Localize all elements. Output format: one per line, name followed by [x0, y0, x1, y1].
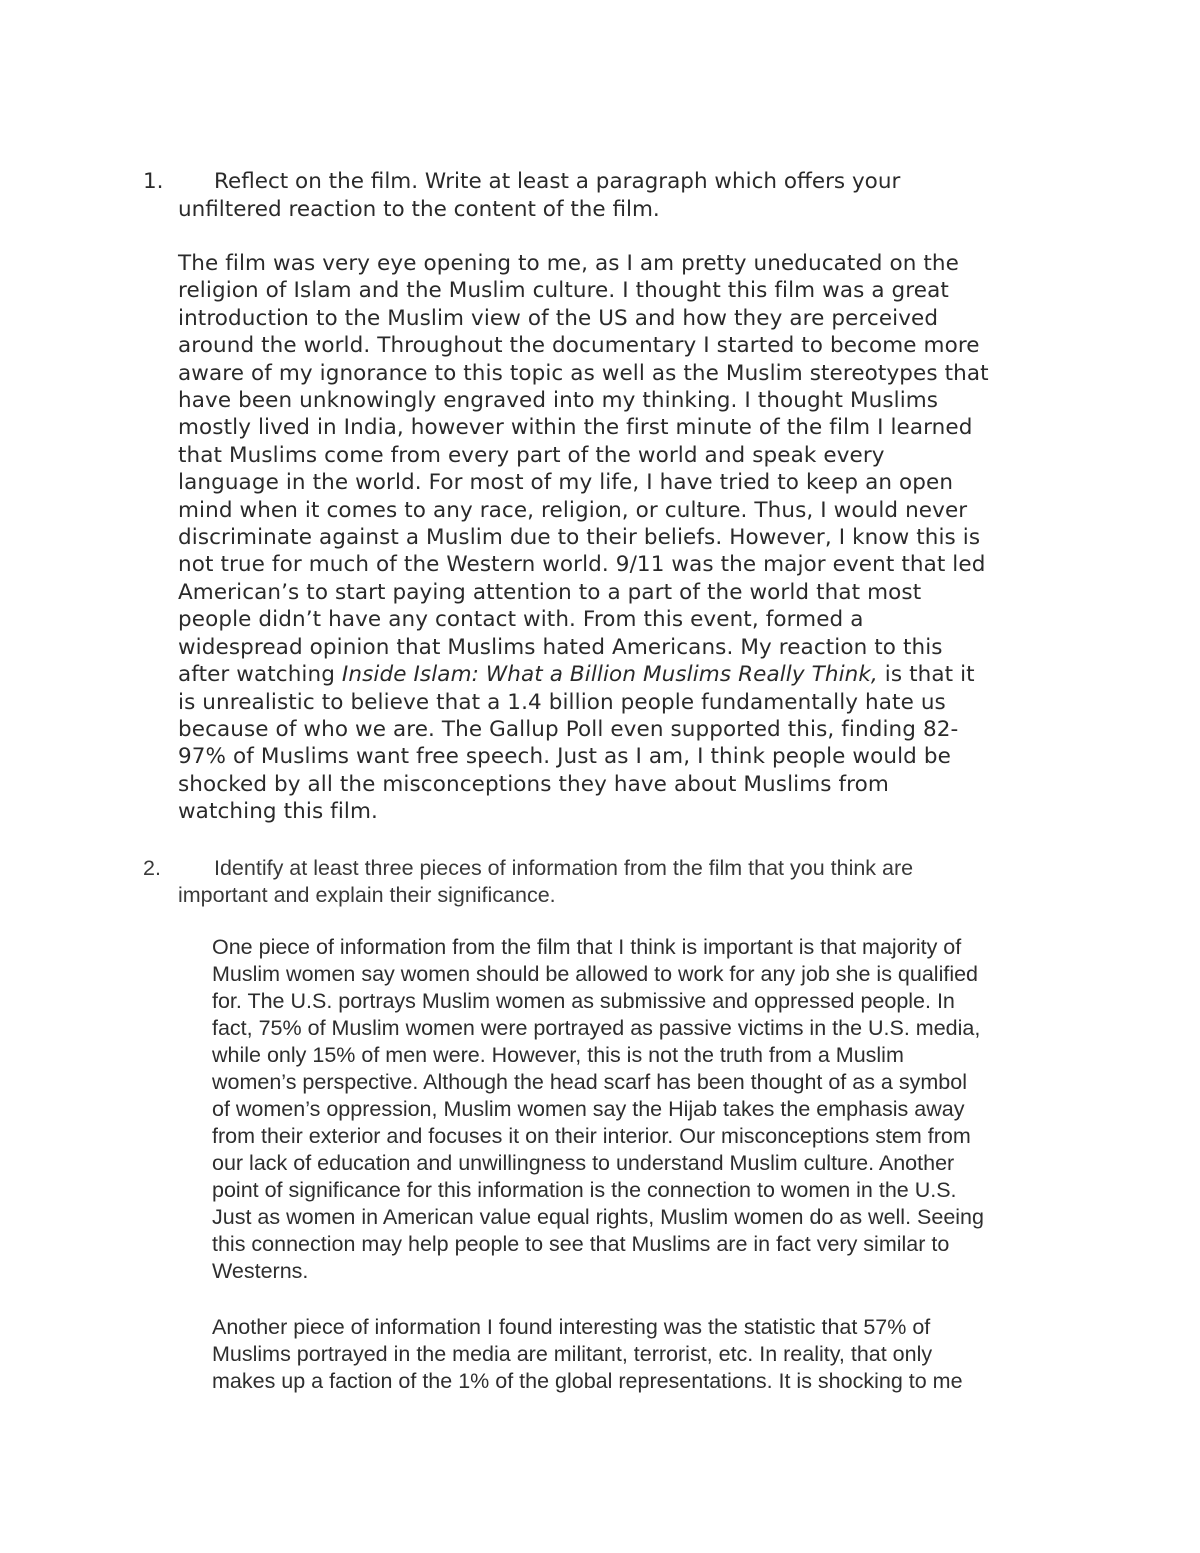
answer-2-line: Muslim women say women should be allowed to work for any job she is qualified: [212, 962, 979, 986]
answer-2-line: Westerns.: [212, 1259, 309, 1283]
answer-1-line: around the world. Throughout the documentary I started to become more: [178, 333, 980, 359]
answer-2-line: Just as women in American value equal rights, Muslim women do as well. Seeing: [212, 1205, 984, 1229]
answer-1-line: have been unknowingly engraved into my thinking. I thought Muslims: [178, 388, 939, 414]
question-1: [143, 168, 1043, 223]
answer-2-paragraph-2: [212, 1314, 1072, 1395]
answer-2-line: from their exterior and focuses it on their interior. Our misconceptions stem from: [212, 1124, 971, 1148]
answer-1-line: The film was very eye opening to me, as I am pretty uneducated on the: [178, 251, 959, 276]
answer-1-line: mostly lived in India, however within the first minute of the film I learned: [178, 415, 973, 441]
answer-1-line-with-title: [178, 661, 1078, 688]
answer-2-line: of women’s oppression, Muslim women say the Hijab takes the emphasis away: [212, 1097, 965, 1121]
answer-1-line: people didn’t have any contact with. From this event, formed a: [178, 607, 864, 633]
question-1-line: Reflect on the film. Write at least a paragraph which offers your: [214, 169, 901, 194]
answer-2-line: for. The U.S. portrays Muslim women as submissive and oppressed people. In: [212, 989, 955, 1013]
answer-2-line: Muslims portrayed in the media are militant, terrorist, etc. In reality, that only: [212, 1342, 933, 1366]
answer-1-line: discriminate against a Muslim due to their beliefs. However, I know this is: [178, 525, 981, 551]
answer-2-line: fact, 75% of Muslim women were portrayed as passive victims in the U.S. media,: [212, 1016, 981, 1040]
answer-1-text: after watching: [178, 662, 342, 688]
answer-2-line: One piece of information from the film that I think is important is that majority of: [212, 935, 962, 959]
answer-2-line: point of significance for this information is the connection to women in the U.S.: [212, 1178, 957, 1202]
question-1-number: 1.: [143, 169, 164, 194]
answer-1-line: widespread opinion that Muslims hated Americans. My reaction to this: [178, 634, 943, 660]
answer-2-line: while only 15% of men were. However, this is not the truth from a Muslim: [212, 1043, 904, 1067]
answer-1-line: aware of my ignorance to this topic as well as the Muslim stereotypes that: [178, 360, 989, 386]
answer-1-line: mind when it comes to any race, religion, or culture. Thus, I would never: [178, 497, 968, 523]
answer-1-line: because of who we are. The Gallup Poll even supported this, finding 82-: [178, 716, 959, 742]
question-2: [143, 855, 1043, 909]
answer-1-line: religion of Islam and the Muslim culture. I thought this film was a great: [178, 278, 949, 304]
question-2-number: 2.: [143, 856, 161, 880]
answer-1-line: 97% of Muslims want free speech. Just as I am, I think people would be: [178, 744, 951, 770]
question-2-line: Identify at least three pieces of information from the film that you think are: [214, 856, 914, 880]
question-1-line: unfiltered reaction to the content of the film.: [178, 196, 660, 222]
answer-1-line: that Muslims come from every part of the world and speak every: [178, 442, 885, 468]
answer-2-line: makes up a faction of the 1% of the global representations. It is shocking to me: [212, 1369, 963, 1393]
answer-1-line: shocked by all the misconceptions they have about Muslims from: [178, 771, 889, 797]
answer-2-line: Another piece of information I found interesting was the statistic that 57% of: [212, 1315, 931, 1339]
question-2-line: important and explain their significance.: [178, 883, 556, 907]
film-title: Inside Islam: What a Billion Muslims Really Think,: [341, 662, 878, 688]
answer-2-line: this connection may help people to see that Muslims are in fact very similar to: [212, 1232, 950, 1256]
answer-2-paragraph-1: [212, 934, 1072, 1285]
answer-1-text: is that it: [877, 662, 975, 688]
question-2-text: [178, 855, 1043, 909]
answer-1-line: is unrealistic to believe that a 1.4 billion people fundamentally hate us: [178, 689, 946, 715]
answer-2-line: our lack of education and unwillingness to understand Muslim culture. Another: [212, 1151, 955, 1175]
answer-1-line: American’s to start paying attention to a part of the world that most: [178, 579, 922, 605]
question-1-text: [178, 168, 1043, 223]
answer-1-line: not true for much of the Western world. 9/11 was the major event that led: [178, 552, 986, 578]
answer-1-line: language in the world. For most of my life, I have tried to keep an open: [178, 470, 954, 496]
answer-2-line: women’s perspective. Although the head scarf has been thought of as a symbol: [212, 1070, 967, 1094]
answer-1-line: watching this film.: [178, 799, 378, 825]
answer-1-line: introduction to the Muslim view of the US and how they are perceived: [178, 305, 939, 331]
answer-1-paragraph: [178, 250, 1078, 826]
